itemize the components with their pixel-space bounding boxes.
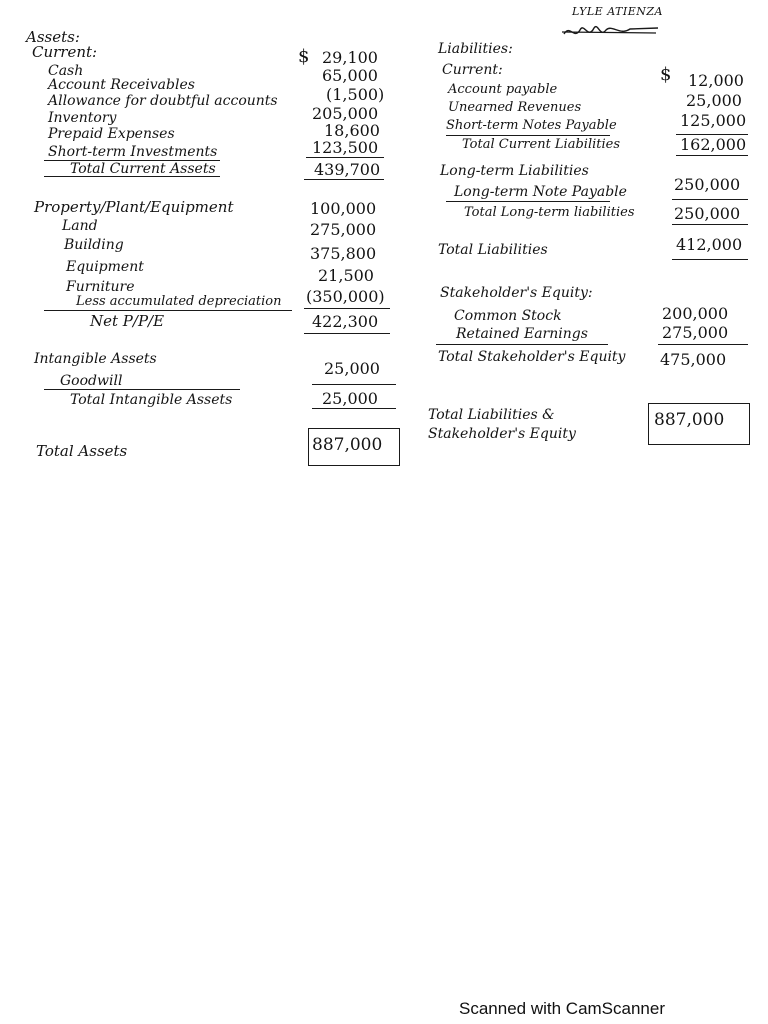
lt-value-note: 250,000: [674, 175, 741, 194]
total-liabilities-label: Total Liabilities: [438, 242, 548, 258]
ppe-value-depreciation: (350,000): [306, 287, 385, 306]
total-current-liab-label: Total Current Liabilities: [462, 137, 621, 152]
intangible-label-goodwill: Goodwill: [60, 373, 123, 389]
ppe-label-land: Land: [62, 218, 98, 234]
liab-label-ap: Account payable: [448, 82, 558, 97]
underline-total-lt: [672, 224, 748, 225]
long-term-label: Long-term Liabilities: [440, 163, 589, 179]
liabilities-dollar-sign: $: [660, 64, 672, 85]
asset-value-ar: 65,000: [322, 66, 378, 85]
ppe-label: Property/Plant/Equipment: [34, 198, 234, 216]
liab-value-st-notes: 125,000: [680, 111, 747, 130]
underline-retained: [436, 344, 608, 345]
net-ppe-value: 422,300: [312, 312, 379, 331]
total-current-assets-value: 439,700: [314, 160, 381, 179]
underline-net-ppe: [304, 333, 390, 334]
liabilities-title: Liabilities:: [438, 41, 513, 57]
total-liabilities-value: 412,000: [676, 235, 743, 254]
equity-title: Stakeholder's Equity:: [440, 285, 593, 301]
total-intangible-label: Total Intangible Assets: [70, 392, 233, 408]
total-current-assets-label: Total Current Assets: [70, 161, 216, 177]
net-ppe-label: Net P/P/E: [90, 312, 165, 330]
ppe-label-depreciation: Less accumulated depreciation: [76, 294, 282, 309]
liab-label-unearned: Unearned Revenues: [448, 100, 582, 115]
double-underline-1: [304, 179, 384, 180]
ppe-value-building: 275,000: [310, 220, 377, 239]
underline-equity-values: [658, 344, 748, 345]
total-lt-label: Total Long-term liabilities: [464, 205, 635, 220]
signature-mark: [560, 20, 660, 42]
total-current-liab-value: 162,000: [680, 135, 747, 154]
asset-label-st-investments: Short-term Investments: [48, 144, 218, 160]
liab-value-unearned: 25,000: [686, 91, 742, 110]
underline-ppe-items: [44, 310, 292, 311]
liabilities-current-label: Current:: [442, 62, 503, 78]
asset-label-allowance: Allowance for doubtful accounts: [48, 93, 278, 109]
asset-label-ar: Account Receivables: [48, 77, 195, 93]
underline-total-liabilities: [672, 259, 748, 260]
asset-value-st-investments: 123,500: [312, 138, 379, 157]
equity-value-retained: 275,000: [662, 323, 729, 342]
liab-value-ap: 12,000: [688, 71, 744, 90]
asset-value-allowance: (1,500): [326, 85, 385, 104]
equity-label-retained: Retained Earnings: [456, 326, 588, 342]
total-equity-value: 475,000: [660, 350, 727, 369]
underline-st-notes: [446, 135, 610, 136]
total-le-label-line1: Total Liabilities &: [428, 407, 555, 423]
ppe-label-furniture: Furniture: [66, 279, 135, 295]
asset-value-prepaid: 18,600: [324, 121, 380, 140]
total-assets-label: Total Assets: [36, 442, 128, 460]
total-intangible-value: 25,000: [322, 389, 378, 408]
asset-label-cash: Cash: [48, 63, 84, 79]
underline-goodwill-value: [312, 384, 396, 385]
underline-goodwill: [44, 389, 240, 390]
underline-total-current-liab: [676, 155, 748, 156]
total-le-value: 887,000: [654, 410, 725, 430]
camscanner-watermark: Scanned with CamScanner: [459, 999, 666, 1018]
total-assets-value: 887,000: [312, 435, 383, 455]
equity-label-common-stock: Common Stock: [454, 308, 562, 324]
underline-total-intangible: [312, 408, 396, 409]
intangible-label: Intangible Assets: [34, 351, 157, 367]
total-equity-label: Total Stakeholder's Equity: [438, 349, 626, 365]
asset-value-cash: 29,100: [322, 48, 378, 67]
total-le-label-line2: Stakeholder's Equity: [428, 426, 576, 442]
author-name: LYLE ATIENZA: [572, 5, 663, 18]
intangible-value-goodwill: 25,000: [324, 359, 380, 378]
underline-ppe-values: [304, 308, 390, 309]
lt-label-note: Long-term Note Payable: [454, 184, 627, 200]
equity-value-common-stock: 200,000: [662, 304, 729, 323]
asset-label-prepaid: Prepaid Expenses: [48, 126, 175, 142]
underline-total-current-assets: [44, 176, 220, 177]
ppe-value-furniture: 21,500: [318, 266, 374, 285]
assets-current-label: Current:: [32, 43, 98, 61]
total-lt-value: 250,000: [674, 204, 741, 223]
underline-current-assets-values: [306, 157, 384, 158]
assets-dollar-sign: $: [298, 46, 310, 67]
ppe-value-land: 100,000: [310, 199, 377, 218]
assets-title: Assets:: [26, 28, 80, 46]
ppe-label-equipment: Equipment: [66, 259, 144, 275]
ppe-value-equipment: 375,800: [310, 244, 377, 263]
asset-label-inventory: Inventory: [48, 110, 117, 126]
underline-lt-value: [672, 199, 748, 200]
ppe-label-building: Building: [64, 237, 124, 253]
asset-value-inventory: 205,000: [312, 104, 379, 123]
liab-label-st-notes: Short-term Notes Payable: [446, 118, 617, 133]
underline-lt-note: [446, 201, 610, 202]
